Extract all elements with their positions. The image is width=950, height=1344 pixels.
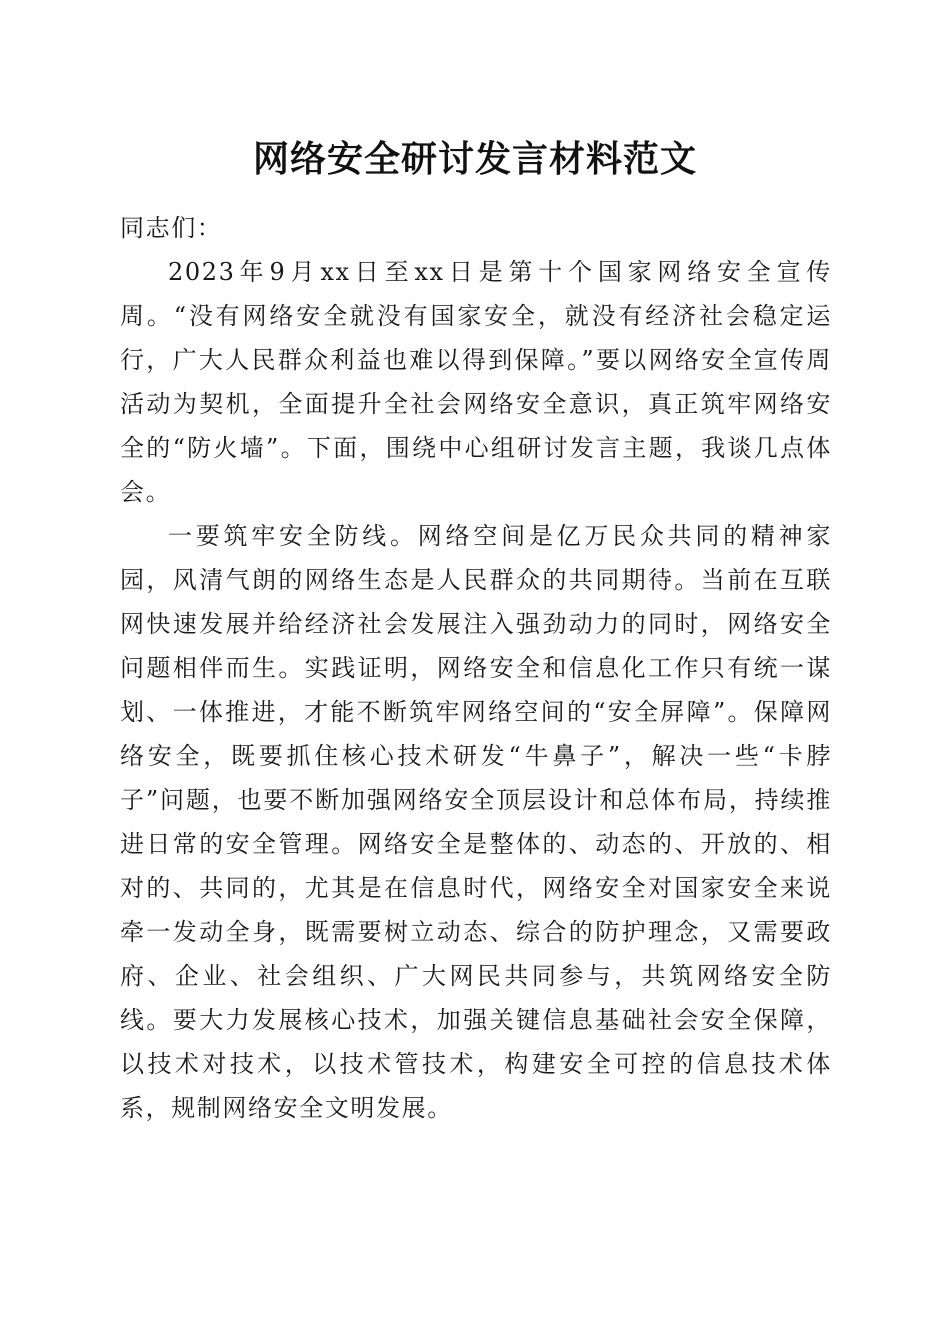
document-body <box>120 206 832 1130</box>
document-title: 网络安全研讨发言材料范文 <box>252 138 697 180</box>
paragraph-intro: 2023年9月xx日至xx日是第十个国家网络安全宣传周。“没有网络安全就没有国家安全，就没有经济社会稳定运行，广大人民群众利益也难以得到保障。”要以网络安全宣传周活动为契机，全面提升全社会网络安全意识，真正筑牢网络安全的“防火墙”。下面，围绕中心组研讨发言主题，我谈几点体会。 <box>120 258 832 506</box>
paragraph-first-point: 一要筑牢安全防线。网络空间是亿万民众共同的精神家园，风清气朗的网络生态是人民群众的共同期待。当前在互联网快速发展并给经济社会发展注入强劲动力的同时，网络安全问题相伴而生。实践证明，网络安全和信息化工作只有统一谋划、一体推进，才能不断筑牢网络空间的“安全屏障”。保障网络安全，既要抓住核心技术研发“牛鼻子”，解决一些“卡脖子”问题，也要不断加强网络安全顶层设计和总体布局，持续推进日常的安全管理。网络安全是整体的、动态的、开放的、相对的、共同的，尤其是在信息时代，网络安全对国家安全来说牵一发动全身，既需要树立动态、综合的防护理念，又需要政府、企业、社会组织、广大网民共同参与，共筑网络安全防线。要大力发展核心技术，加强关键信息基础社会安全保障，以技术对技术，以技术管技术，构建安全可控的信息技术体系，规制网络安全文明发展。 <box>120 522 832 1122</box>
salutation: 同志们： <box>120 214 223 242</box>
